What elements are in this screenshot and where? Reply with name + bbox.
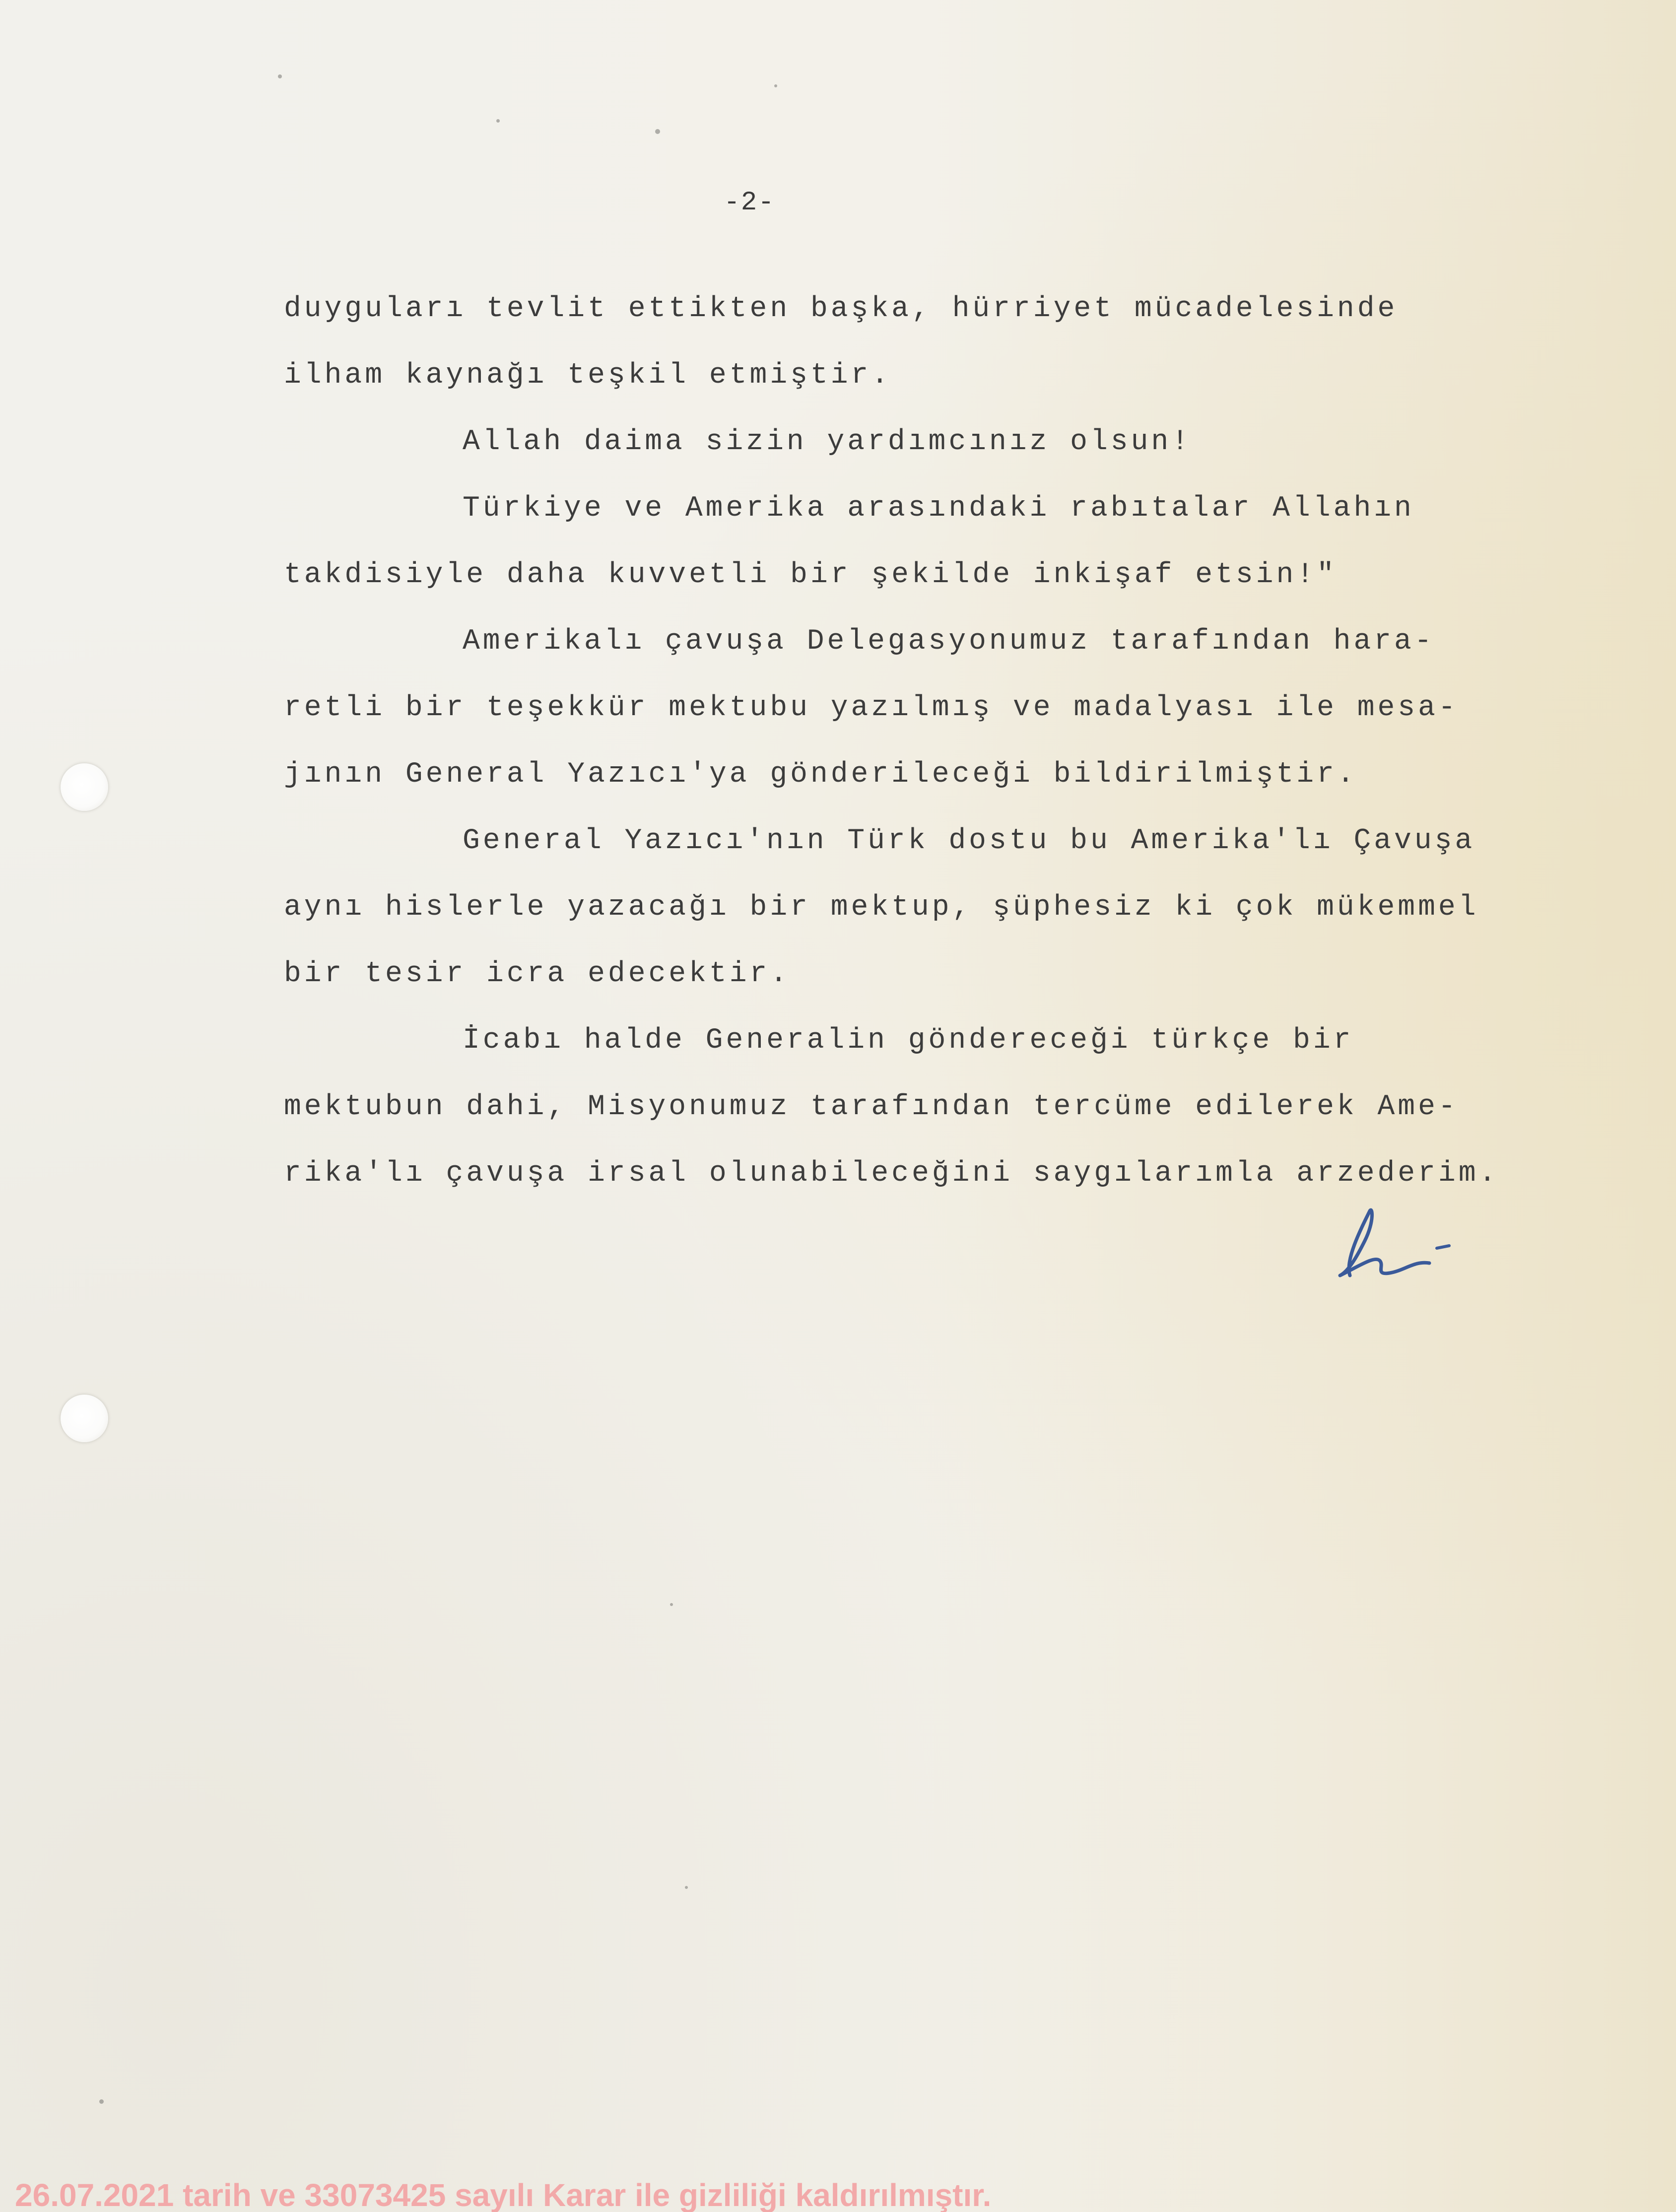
declassification-note: 26.07.2021 tarih ve 33073425 sayılı Karar ile gizliliği kaldırılmıştır.	[15, 2177, 992, 2212]
text-line: duyguları tevlit ettikten başka, hürriyet mücadelesinde	[284, 293, 1398, 325]
punch-hole-lower	[61, 1395, 108, 1442]
punch-hole-upper	[61, 763, 108, 811]
text-line: Amerikalı çavuşa Delegasyonumuz tarafından hara-	[463, 625, 1435, 658]
paper-speck	[496, 119, 500, 123]
paper-speck	[670, 1603, 673, 1606]
text-line: İcabı halde Generalin göndereceği türkçe bir	[463, 1024, 1354, 1057]
text-line: bir tesir icra edecektir.	[284, 958, 791, 990]
signature-initials	[1330, 1201, 1459, 1285]
text-line: Allah daima sizin yardımcınız olsun!	[463, 426, 1192, 458]
paper-speck	[99, 2099, 104, 2104]
text-line: retli bir teşekkür mektubu yazılmış ve madalyası ile mesa-	[284, 692, 1459, 724]
page-number: -2-	[724, 188, 775, 218]
paper-speck	[685, 1886, 688, 1889]
text-line: takdisiyle daha kuvvetli bir şekilde inkişaf etsin!"	[284, 559, 1337, 591]
text-line: mektubun dahi, Misyonumuz tarafından tercüme edilerek Ame-	[284, 1091, 1459, 1123]
text-line: ilham kaynağı teşkil etmiştir.	[284, 359, 892, 392]
text-line: General Yazıcı'nın Türk dostu bu Amerika'lı Çavuşa	[463, 825, 1475, 857]
letter-body	[284, 276, 1499, 1207]
text-line: jının General Yazıcı'ya gönderileceği bildirilmiştir.	[284, 758, 1357, 791]
paper-speck	[278, 74, 282, 78]
text-line: aynı hislerle yazacağı bir mektup, şüphesiz ki çok mükemmel	[284, 891, 1479, 924]
paper-speck	[655, 129, 660, 134]
text-line: rika'lı çavuşa irsal olunabileceğini saygılarımla arzederim.	[284, 1157, 1499, 1190]
text-line: Türkiye ve Amerika arasındaki rabıtalar Allahın	[463, 492, 1414, 525]
paper-speck	[774, 84, 777, 87]
